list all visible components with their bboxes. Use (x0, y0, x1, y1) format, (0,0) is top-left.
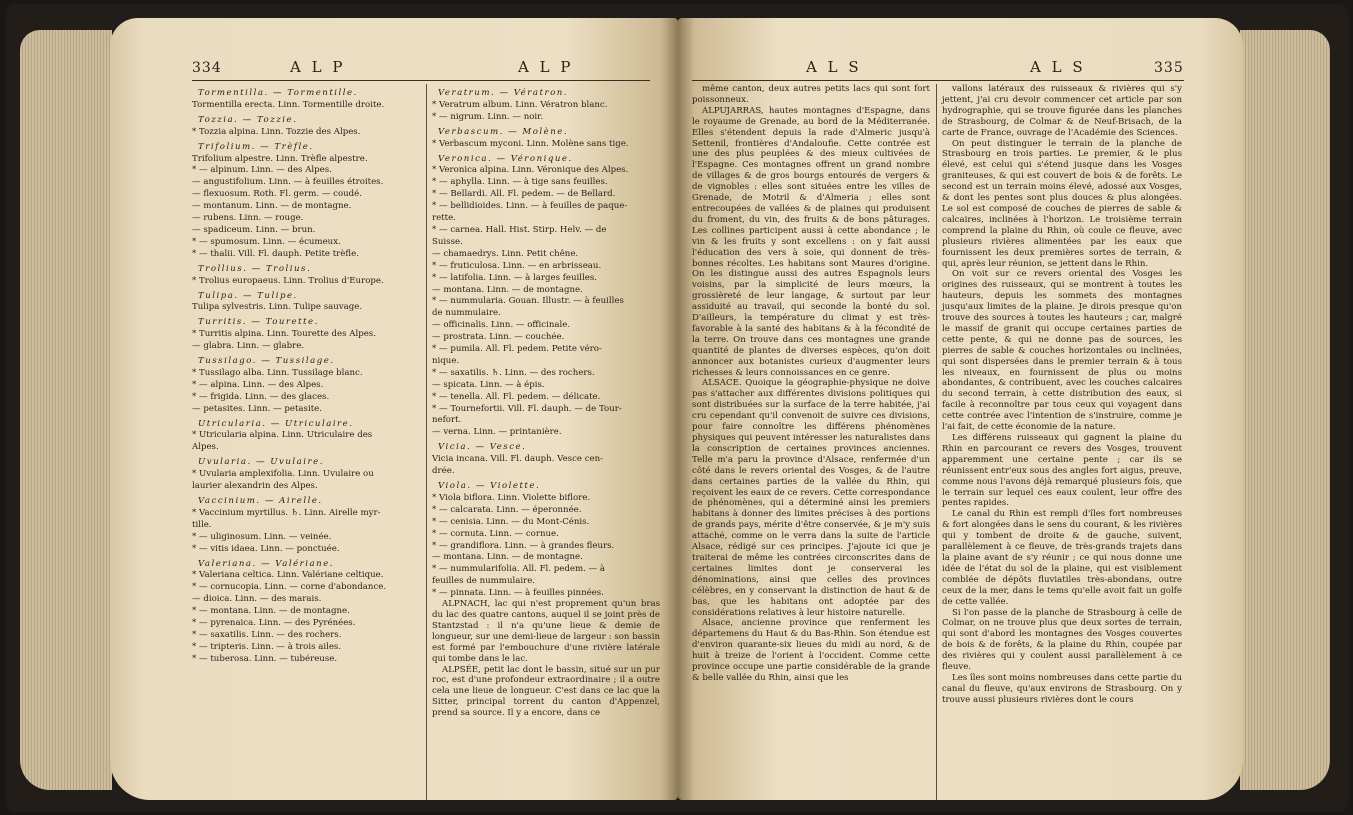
article-paragraph: vallons latéraux des ruisseaux & rivières qui s'y jettent, j'ai cru devoir commencer cet article par son hydrographie, qui se trouve figurée dans les planches de Strasbourg, de Colmar & de Neuf-Brisach, de la carte de France, ouvrage de l'Académie des Sciences. (942, 84, 1182, 138)
species-entry: feuilles de nummulaire. (432, 576, 536, 587)
species-entry: * — Bellardi. All. Fl. pedem. — de Bellard. (432, 189, 616, 200)
article-paragraph: ALPUJARRAS, hautes montagnes d'Espagne, dans le royaume de Grenade, au bord de la Méditerranée. Elles s'étendent depuis la rade d'Almeric jusqu'à Settenil, frontières d'Andaloufie. Cette contrée est une des plus peuplées & des mieux cultivées de l'Espagne. Ces montagnes offrent un grand nombre de villages & de gros bourgs entourés de vergers & de vignobles : elles sont situées entre les villes de Grenade, de Motril & d'Almeria ; elles sont entrecoupées de vallées & de plaines qui produisent du froment, du vin, des fruits & de bons pâturages. Les collines participent aussi à cette abondance ; le vin & les fruits y sont excellens : on y fait aussi l'éducation des vers à soie, qui donnent de très-bonnes récoltes. Les habitans sont Maures d'origine. On les distingue aussi des autres Espagnols leurs voisins, par la simplicité de leurs mœurs, la grossièreté de leur langage, & surtout par leur assiduité au travail, qui seconde la bonté du sol. D'ailleurs, la température du climat y est très-favorable à la santé des habitans & à la fécondité de la terre. On trouve dans ces montagnes une grande quantité de plantes de diverses espèces, qu'on doit annoncer aux botanistes curieux d'augmenter leurs richesses & leurs connoissances en ce genre. (692, 105, 930, 378)
species-entry: * — cornucopia. Linn. — corne d'abondance. (192, 582, 387, 593)
species-entry: * Veratrum album. Linn. Vératron blanc. (432, 99, 608, 110)
species-entry: — montana. Linn. — de montagne. (432, 552, 583, 563)
species-entry: rette. (432, 213, 456, 224)
right-column-2 (942, 84, 1182, 706)
right-page-number: 335 (1154, 60, 1184, 76)
species-entry: * — frigida. Linn. — des glaces. (192, 391, 330, 402)
species-entry: Tormentilla erecta. Linn. Tormentille droite. (192, 99, 385, 110)
left-page-stack (20, 30, 112, 790)
species-entry: Alpes. (192, 442, 219, 453)
article-paragraph: Si l'on passe de la planche de Strasbourg à celle de Colmar, on ne trouve plus que deux sortes de terrain, qui sont d'abord les montagnes des Vosges couvertes de bois & de forêts, & la plaine du Rhin, coupée par des rivières qui y coulent aussi parallèlement à ce fleuve. (942, 607, 1182, 673)
article-paragraph: Les îles sont moins nombreuses dans cette partie du canal du fleuve, qu'aux environs de Strasbourg. On y trouve aussi plusieurs rivières dont le cours (942, 672, 1182, 705)
article-paragraph: même canton, deux autres petits lacs qui sont fort poissonneux. (692, 84, 930, 105)
species-entry: * — alpinum. Linn. — des Alpes. (192, 165, 332, 176)
species-entry: — glabra. Linn. — glabre. (192, 341, 305, 352)
species-entry: * — fruticulosa. Linn. — en arbrisseau. (432, 260, 602, 271)
species-entry: * — nummularia. Gouan. Illustr. — à feuilles (432, 296, 624, 307)
left-column-1 (192, 84, 420, 665)
species-entry: * — carnea. Hall. Hist. Stirp. Helv. — de (432, 224, 607, 235)
species-entry: — rubens. Linn. — rouge. (192, 213, 304, 224)
genus-heading: Valeriana. — Valériane. (198, 558, 335, 569)
species-entry: de nummulaire. (432, 308, 501, 319)
genus-heading: Turritis. — Tourette. (198, 317, 319, 328)
article-paragraph: ALPSÉE, petit lac dont le bassin, situé sur un pur roc, est d'une profondeur extraordinaire ; il a outre cela une lieue de longueur. C'est dans ce lac que la Sitter, principal torrent du canton d'Appenzel, prend sa source. Il y a encore, dans ce (432, 664, 660, 719)
species-entry: * — cenisia. Linn. — du Mont-Cénis. (432, 516, 590, 527)
genus-heading: Tulipa. — Tulipe. (198, 290, 298, 301)
left-running-head-2: A L P (518, 58, 574, 76)
genus-heading: Trifolium. — Trèfle. (198, 141, 314, 152)
species-entry: * — bellidioides. Linn. — à feuilles de paque- (432, 201, 628, 212)
species-entry: — prostrata. Linn. — couchée. (432, 332, 565, 343)
species-entry: * Tozzia alpina. Linn. Tozzie des Alpes. (192, 126, 361, 137)
species-entry: — angustifolium. Linn. — à feuilles étroites. (192, 177, 384, 188)
right-page-stack (1240, 30, 1330, 790)
species-entry: * Tussilago alba. Linn. Tussilage blanc. (192, 367, 363, 378)
species-entry: — officinalis. Linn. — officinale. (432, 320, 571, 331)
left-page (110, 18, 678, 800)
left-column-2 (432, 84, 660, 719)
species-entry: * Viola biflora. Linn. Violette biflore. (432, 492, 591, 503)
species-entry: laurier alexandrin des Alpes. (192, 481, 318, 492)
left-running-head-1: A L P (290, 58, 346, 76)
genus-heading: Verbascum. — Molène. (438, 126, 569, 137)
species-entry: * — grandiflora. Linn. — à grandes fleurs. (432, 540, 615, 551)
article-paragraph: On voit sur ce revers oriental des Vosges les origines des ruisseaux, qui se montrent à toutes les hauteurs, depuis les sommets des montagnes jusqu'aux limites de la plaine. Je dirois presque qu'on trouve des sources à toutes les hauteurs ; car, malgré le massif de granit qui occupe certaines parties de cette pente, & qui ne donne pas de sources, les pierres de sable & couches horizontales ou inclinées, qui sont dispersées dans le premier terrain & à tous les niveaux, en fournissent de plus ou moins abondantes, & contribuent, avec les couches calcaires du second terrain, à cette distribution des eaux, si facile à reconnoître par tous ceux qui voyagent dans cette contrée avec l'intention de s'instruire, comme je l'ai fait, de cette économie de la nature. (942, 269, 1182, 433)
species-entry: — montanum. Linn. — de montagne. (192, 201, 352, 212)
right-column-divider (936, 84, 937, 800)
species-entry: * — uliginosum. Linn. — veinée. (192, 531, 332, 542)
species-entry: * — aphylla. Linn. — à tige sans feuilles. (432, 177, 608, 188)
genus-heading: Uvularia. — Uvulaire. (198, 457, 324, 468)
article-paragraph: On peut distinguer le terrain de la planche de Strasbourg en trois parties. Le premier, & le plus élevé, est celui qui s'étend jusque dans les Vosges graniteuses, & qui est couvert de bois & de forêts. Le second est un terrain moins élevé, adossé aux Vosges, & dont les pentes sont plus douces & plus alongées. Le sol est composé de couches de pierres de sable & calcaires, inclinées à l'horizon. Le troisième terrain comprend la plaine du Rhin, où coule ce fleuve, avec plusieurs rivières alimentées par les eaux que fournissent les deux premières sortes de terrain, & qui, après leur réunion, se jettent dans le Rhin. (942, 138, 1182, 269)
genus-heading: Vicia. — Vesce. (438, 442, 527, 453)
species-entry: * — tenella. All. Fl. pedem. — délicate. (432, 391, 601, 402)
genus-heading: Veronica. — Véronique. (438, 153, 573, 164)
species-entry: * — tuberosa. Linn. — tubéreuse. (192, 653, 338, 664)
species-entry: * Utricularia alpina. Linn. Utriculaire des (192, 430, 373, 441)
species-entry: * — nummularifolia. All. Fl. pedem. — à (432, 564, 605, 575)
article-paragraph: ALPNACH, lac qui n'est proprement qu'un bras du lac des quatre cantons, auquel il se joint près de Stantzstad : il n'a qu'une lieue & demie de longueur, sur une demi-lieue de largeur : son bassin est formé par l'embouchure d'une rivière latérale qui tombe dans le lac. (432, 599, 660, 664)
article-paragraph: Le canal du Rhin est rempli d'îles fort nombreuses & fort alongées dans le sens du courant, & les rivières qui y tombent de droite & de gauche, suivent, parallèlement à ce fleuve, de très-grands trajets dans la plaine avant de s'y réunir ; ce qui nous donne une idée de l'état du sol de la plaine, qui est visiblement comblée de dépôts fluviatiles très-abondans, outre ceux de la mer, dans le tems qu'elle avoit fait un golfe de cette vallée. (942, 509, 1182, 607)
species-entry: — verna. Linn. — printanière. (432, 427, 562, 438)
species-entry: * — tripteris. Linn. — à trois ailes. (192, 641, 342, 652)
species-entry: Vicia incana. Vill. Fl. dauph. Vesce cen- (432, 454, 604, 465)
species-entry: * — spumosum. Linn. — écumeux. (192, 236, 341, 247)
genus-heading: Vaccinium. — Airelle. (198, 496, 323, 506)
species-entry: — spadiceum. Linn. — brun. (192, 224, 316, 235)
species-entry: * — pinnata. Linn. — à feuilles pinnées. (432, 588, 604, 599)
genus-heading: Viola. — Violette. (438, 481, 541, 491)
species-entry: * Vaccinium myrtillus. ♄. Linn. Airelle myr- (192, 507, 381, 518)
species-entry: * — nigrum. Linn. — noir. (432, 111, 544, 122)
species-entry: — chamaedrys. Linn. Petit chêne. (432, 248, 579, 259)
species-entry: * — Tournefortii. Vill. Fl. dauph. — de Tour- (432, 403, 622, 414)
species-entry: — petasites. Linn. — petasite. (192, 403, 322, 414)
species-entry: * — latifolia. Linn. — à larges feuilles. (432, 272, 598, 283)
species-entry: * Verbascum myconi. Linn. Molène sans tige. (432, 138, 629, 149)
right-running-head-2: A L S (1030, 58, 1086, 76)
species-entry: * Turritis alpina. Linn. Tourette des Alpes. (192, 329, 376, 340)
species-entry: Suisse. (432, 236, 463, 247)
left-column-divider (426, 84, 427, 800)
species-entry: Tulipa sylvestris. Linn. Tulipe sauvage. (192, 302, 363, 313)
species-entry: * — saxatilis. ♄. Linn. — des rochers. (432, 367, 595, 378)
species-entry: * — alpina. Linn. — des Alpes. (192, 379, 324, 390)
species-entry: * — pumila. All. Fl. pedem. Petite véro- (432, 344, 602, 355)
species-entry: — flexuosum. Roth. Fl. germ. — coudé. (192, 189, 362, 200)
article-paragraph: Alsace, ancienne province que renferment les départemens du Haut & du Bas-Rhin. Son étendue est d'environ quarante-six lieues du midi au nord, & de huit à treize de l'orient à l'occident. Comme cette province occupe une partie considérable de la grande & belle vallée du Rhin, ainsi que les (692, 618, 930, 683)
species-entry: tille. (192, 519, 212, 530)
genus-heading: Tussilago. — Tussilage. (198, 356, 335, 367)
right-column-1 (692, 84, 930, 684)
species-entry: * — calcarata. Linn. — éperonnée. (432, 504, 582, 515)
species-entry: * Uvularia amplexifolia. Linn. Uvulaire ou (192, 469, 374, 480)
article-paragraph: Les différens ruisseaux qui gagnent la plaine du Rhin en parcourant ce revers des Vosges, trouvent apparemment une certaine pente ; car ils se réunissent entr'eux sous des angles fort aigus, preuve, comme nous l'avons déjà remarqué plusieurs fois, que le terrain sur lequel ces eaux coulent, leur offre des pentes rapides. (942, 433, 1182, 509)
species-entry: * — montana. Linn. — de montagne. (192, 606, 350, 617)
right-running-head-1: A L S (806, 58, 862, 76)
species-entry: — dioica. Linn. — des marais. (192, 594, 322, 605)
species-entry: drée. (432, 466, 455, 477)
genus-heading: Tozzia. — Tozzie. (198, 114, 298, 125)
genus-heading: Utricularia. — Utriculaire. (198, 418, 354, 429)
genus-heading: Veratrum. — Vératron. (438, 88, 569, 98)
species-entry: * — cornuta. Linn. — cornue. (432, 528, 559, 539)
species-entry: * Trolius europaeus. Linn. Trolius d'Europe. (192, 275, 384, 286)
species-entry: Trifolium alpestre. Linn. Trèfle alpestre. (192, 153, 368, 164)
species-entry: nique. (432, 355, 460, 366)
species-entry: * — saxatilis. Linn. — des rochers. (192, 629, 342, 640)
species-entry: — montana. Linn. — de montagne. (432, 284, 583, 295)
genus-heading: Trollius. — Trolius. (198, 263, 312, 274)
species-entry: — spicata. Linn. — à épis. (432, 379, 545, 390)
right-page (678, 18, 1243, 800)
species-entry: * Veronica alpina. Linn. Véronique des Alpes. (432, 165, 629, 176)
species-entry: nefort. (432, 415, 462, 426)
species-entry: * — vitis idaea. Linn. — ponctuée. (192, 543, 340, 554)
right-header-rule (692, 80, 1184, 81)
genus-heading: Tormentilla. — Tormentille. (198, 88, 358, 98)
article-paragraph: ALSACE. Quoique la géographie-physique ne doive pas s'attacher aux différentes divisions politiques qui sont distribuées sur la surface de la terre habitée, j'ai cru cependant qu'il convenoit de suivre ces divisions, pour faire connoître les différens phénomènes physiques qui peuvent intéresser les naturalistes dans la conscription de certaines provinces anciennes. Telle m'a paru la province d'Alsace, renfermée d'un côté dans le revers oriental des Vosges, & de l'autre dans certaines parties de la vallée du Rhin, qui reçoivent les eaux de ce revers. Cette correspondance de phénomènes, qui a déterminé ainsi les premiers habitans à donner des limites précises à des portions de grands pays, mérite d'être conservée, & je m'y suis attaché, comme on le verra dans la suite de l'article Alsace, rédigé sur ces principes. J'ajoute ici que je traiterai de même les contrées circonscrites dans de certaines limites dont je conserverai les dénominations, ainsi que celles des provinces célèbres, en y conservant la distinction de haut & de bas, que les habitans ont adoptée par des considérations relatives à leur histoire naturelle. (692, 378, 930, 618)
species-entry: * — pyrenaica. Linn. — des Pyrénées. (192, 618, 356, 629)
left-page-number: 334 (192, 60, 222, 76)
species-entry: * — thalii. Vill. Fl. dauph. Petite trèfle. (192, 248, 359, 259)
species-entry: * Valeriana celtica. Linn. Valériane celtique. (192, 570, 384, 581)
left-header-rule (192, 80, 650, 81)
